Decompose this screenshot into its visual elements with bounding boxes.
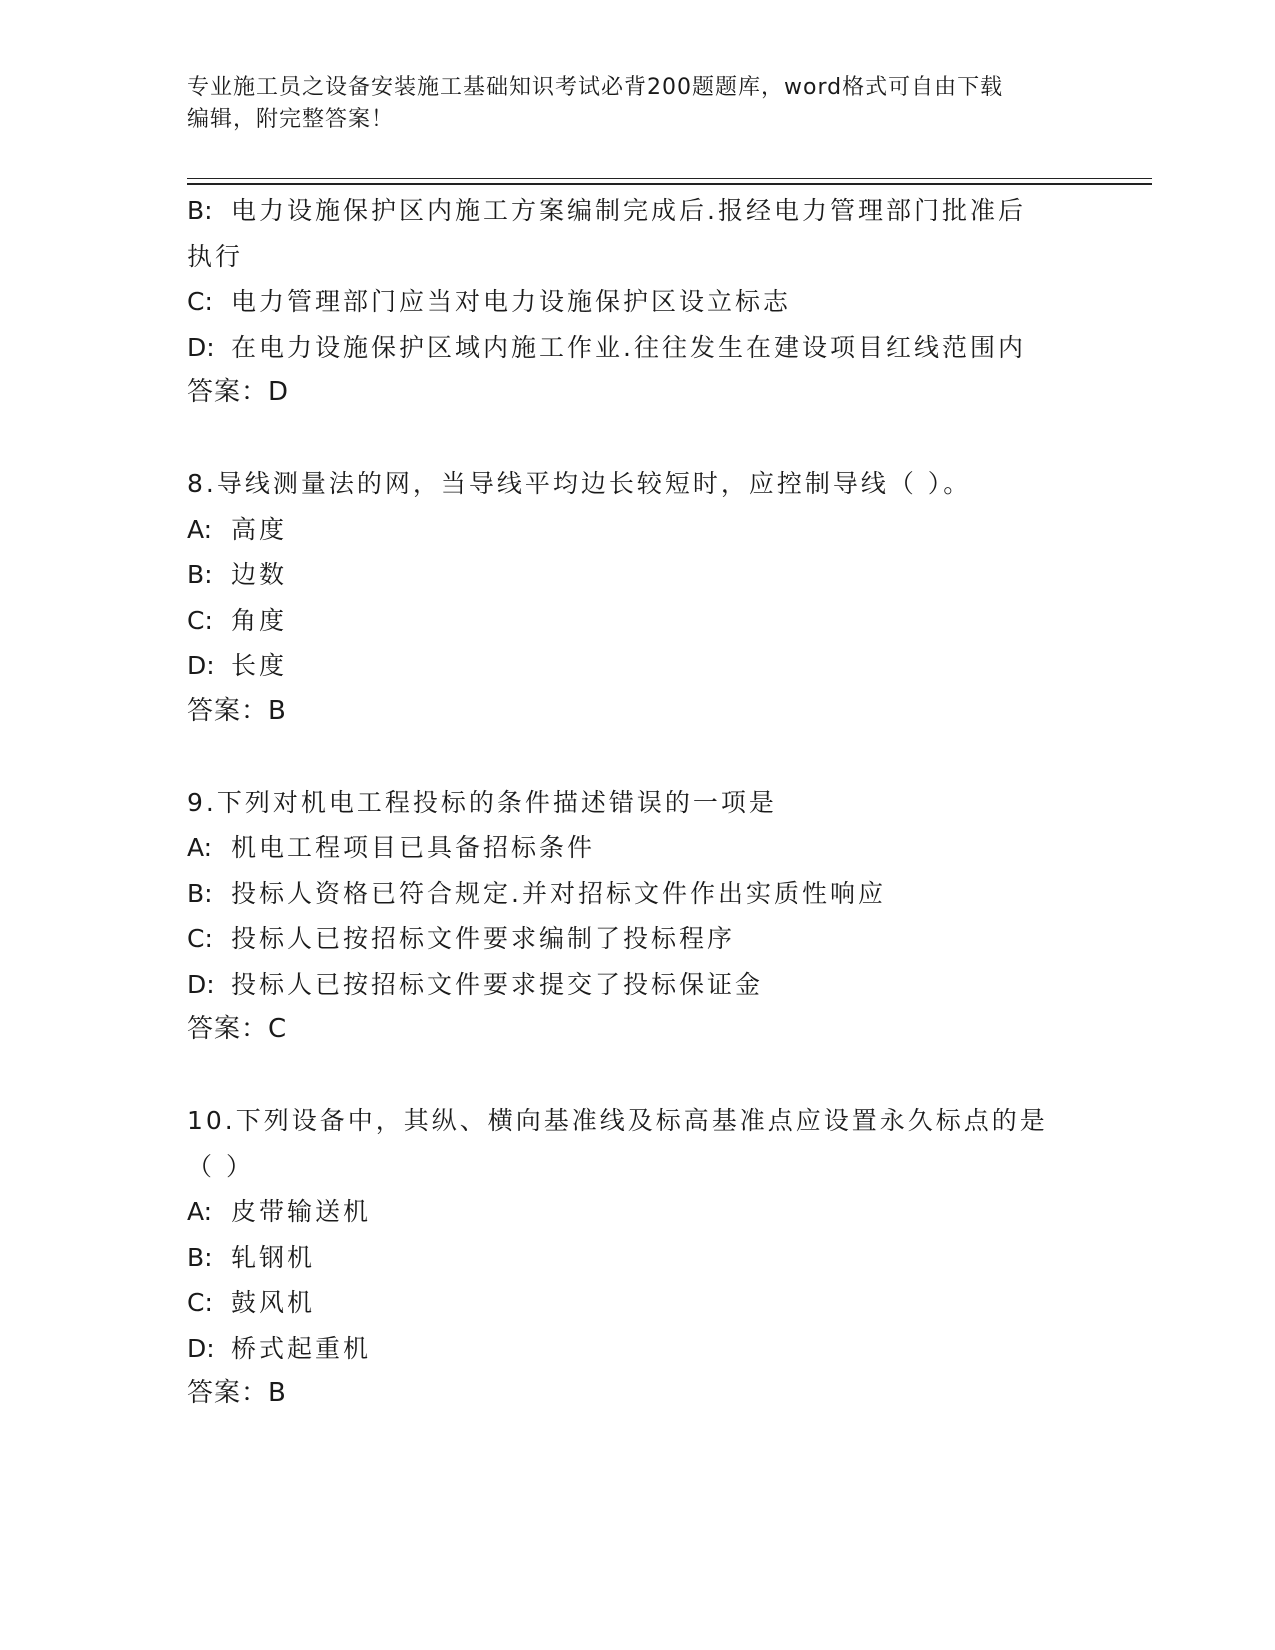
option-text: 电力设施保护区内施工方案编制完成后.报经电力管理部门批准后	[231, 196, 1026, 225]
header-line-2: 编辑，附完整答案！	[187, 107, 395, 132]
option-label: D:	[187, 969, 215, 999]
option-a	[187, 825, 1087, 871]
option-label: C:	[187, 605, 213, 635]
option-label: B:	[187, 560, 213, 589]
option-label: D:	[187, 651, 215, 680]
spacer	[187, 734, 1087, 780]
header-line-1: 专业施工员之设备安装施工基础知识考试必背200题题库，word格式可自由下载	[187, 75, 1004, 100]
document-body	[187, 188, 1087, 1417]
header-divider-thick	[187, 183, 1152, 185]
option-b-continuation: 执行	[187, 241, 244, 271]
question-9-block	[187, 780, 1087, 1053]
document-header	[187, 72, 1067, 136]
option-text: 高度	[231, 514, 288, 544]
option-d	[187, 325, 1087, 371]
question-8-block	[187, 461, 1087, 734]
answer-line: 答案：D	[187, 377, 290, 407]
option-b	[187, 188, 1087, 234]
option-label: D:	[187, 1333, 215, 1363]
option-c	[187, 916, 1087, 962]
option-text: 投标人已按招标文件要求编制了投标程序	[231, 924, 736, 953]
question-text: 9.下列对机电工程投标的条件描述错误的一项是	[187, 787, 777, 817]
option-label: A:	[187, 833, 213, 862]
option-text: 电力管理部门应当对电力设施保护区设立标志	[231, 287, 792, 316]
option-d	[187, 643, 1087, 689]
option-b	[187, 1235, 1087, 1281]
option-label: C:	[187, 1288, 213, 1317]
spacer	[187, 1053, 1087, 1099]
option-text: 在电力设施保护区域内施工作业.往往发生在建设项目红线范围内	[231, 332, 1026, 362]
option-label: B:	[187, 1242, 213, 1272]
option-text: 桥式起重机	[231, 1333, 372, 1363]
question-text: 8.导线测量法的网，当导线平均边长较短时，应控制导线（ ）。	[187, 469, 972, 498]
option-text: 边数	[231, 560, 288, 589]
option-a	[187, 1189, 1087, 1235]
option-text: 投标人已按招标文件要求提交了投标保证金	[231, 969, 764, 999]
option-c	[187, 279, 1087, 325]
option-label: C:	[187, 924, 213, 953]
spacer	[187, 416, 1087, 462]
option-d	[187, 1326, 1087, 1372]
option-label: A:	[187, 514, 213, 544]
answer-line: 答案：C	[187, 1014, 288, 1044]
question-text-continuation: （ ）	[187, 1151, 254, 1181]
option-text: 机电工程项目已具备招标条件	[231, 833, 596, 862]
option-d	[187, 962, 1087, 1008]
header-divider-thin	[187, 178, 1152, 179]
option-text: 投标人资格已符合规定.并对招标文件作出实质性响应	[231, 878, 886, 908]
option-text: 鼓风机	[231, 1288, 316, 1317]
answer-line: 答案：B	[187, 1378, 287, 1408]
question-7-block	[187, 188, 1087, 416]
answer-line: 答案：B	[187, 695, 287, 726]
option-label: C:	[187, 287, 213, 316]
option-label: A:	[187, 1197, 213, 1226]
option-text: 皮带输送机	[231, 1197, 372, 1226]
option-c	[187, 1280, 1087, 1326]
option-label: D:	[187, 332, 215, 362]
option-text: 角度	[231, 605, 288, 635]
option-label: B:	[187, 878, 213, 908]
question-text: 10.下列设备中，其纵、横向基准线及标高基准点应设置永久标点的是	[187, 1106, 1048, 1135]
option-label: B:	[187, 196, 213, 225]
option-text: 轧钢机	[231, 1242, 316, 1272]
option-b	[187, 552, 1087, 598]
question-10-block	[187, 1098, 1087, 1417]
option-a	[187, 507, 1087, 553]
option-b	[187, 871, 1087, 917]
option-text: 长度	[231, 651, 288, 680]
option-c	[187, 598, 1087, 644]
